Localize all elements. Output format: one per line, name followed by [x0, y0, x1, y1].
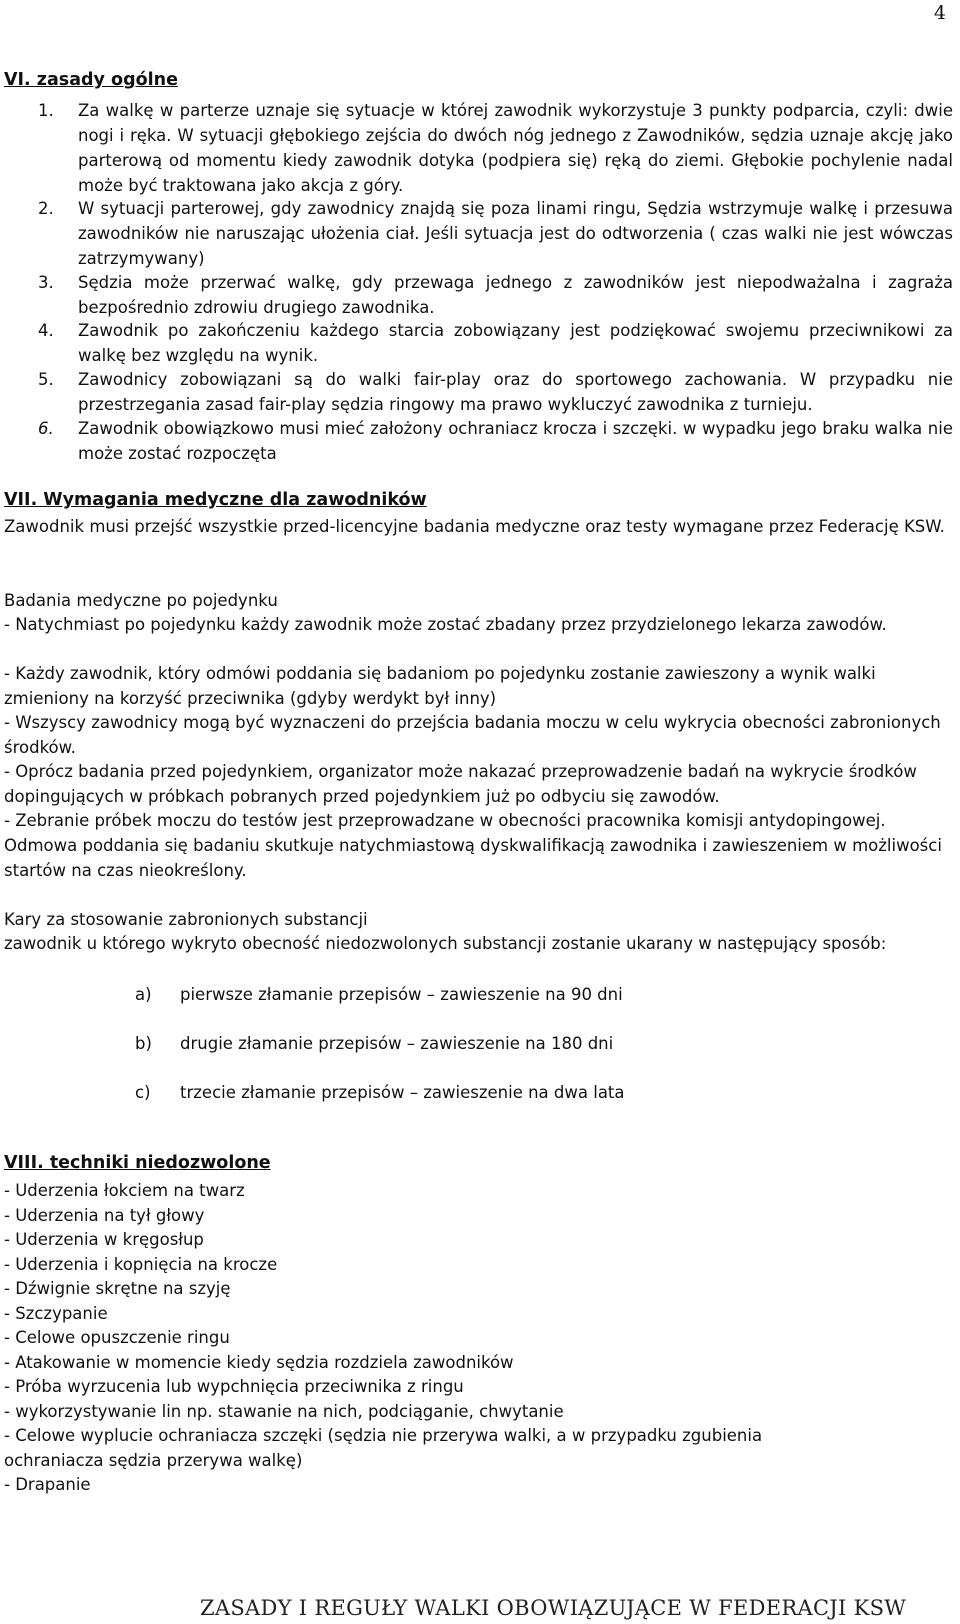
rule-item-2	[38, 196, 953, 271]
forbidden-technique: - Szczypanie	[4, 1304, 108, 1323]
medical-bullet: - Wszyscy zawodnicy mogą być wyznaczeni do przejścia badania moczu w celu wykrycia obecności zabronionych środków.	[4, 713, 941, 757]
rule-number: 6.	[38, 419, 54, 438]
medical-bullet: - Oprócz badania przed pojedynkiem, organizator może nakazać przeprowadzenie badań na wykrycie środków dopingujących w próbkach pobranych przed pojedynkiem już po odbyciu się zawodów.	[4, 762, 917, 806]
page-footer: ZASADY I REGUŁY WALKI OBOWIĄZUJĄCE W FEDERACJI KSW	[200, 1596, 907, 1620]
rule-number: 3.	[38, 273, 54, 292]
forbidden-technique: - Uderzenia łokciem na twarz	[4, 1181, 245, 1200]
medical-bullet: - Zebranie próbek moczu do testów jest przeprowadzane w obecności pracownika komisji antydopingowej. Odmowa poddania się badaniu skutkuje natychmiastową dyskwalifikacją zawodnika i zawieszeniem w możliwości startów na czas nieokreślony.	[4, 811, 942, 880]
section-8-heading: VIII. techniki niedozwolone	[4, 1153, 271, 1173]
rule-item-3	[38, 270, 953, 320]
rule-item-5	[38, 367, 953, 417]
penalties-intro: zawodnik u którego wykryto obecność niedozwolonych substancji zostanie ukarany w następujący sposób:	[4, 934, 887, 953]
page-number: 4	[933, 2, 946, 24]
rule-item-4	[38, 318, 953, 368]
penalty-text: drugie złamanie przepisów – zawieszenie na 180 dni	[180, 1034, 614, 1053]
forbidden-technique: - Atakowanie w momencie kiedy sędzia rozdziela zawodników	[4, 1353, 514, 1372]
rule-number: 2.	[38, 199, 54, 218]
forbidden-technique: - Próba wyrzucenia lub wypchnięcia przeciwnika z ringu	[4, 1377, 464, 1396]
rule-text: Za walkę w parterze uznaje się sytuacje w której zawodnik wykorzystuje 3 punkty podparcia, czyli: dwie nogi i ręka. W sytuacji głębokiego zejścia do dwóch nóg jednego z Zawodników, sędzia uznaje akcję jako parterową od momentu kiedy zawodnik dotyka (podpiera się) ręką do ziemi. Głębokie pochylenie nadal może być traktowana jako akcja z góry.	[78, 101, 953, 195]
penalties-heading: Kary za stosowanie zabronionych substancji	[4, 910, 368, 929]
medical-subheading: Badania medyczne po pojedynku	[4, 591, 278, 610]
medical-bullet: - Natychmiast po pojedynku każdy zawodnik może zostać zbadany przez przydzielonego lekarza zawodów.	[4, 615, 887, 634]
rule-text: Sędzia może przerwać walkę, gdy przewaga jednego z zawodników jest niepodważalna i zagraża bezpośrednio zdrowiu drugiego zawodnika.	[78, 273, 953, 317]
rule-text: Zawodnik obowiązkowo musi mieć założony ochraniacz krocza i szczęki. w wypadku jego braku walka nie może zostać rozpoczęta	[78, 419, 953, 463]
penalty-label: b)	[135, 1034, 152, 1053]
section-6-heading: VI. zasady ogólne	[4, 70, 178, 90]
forbidden-technique: - Uderzenia i kopnięcia na krocze	[4, 1255, 278, 1274]
penalty-label: c)	[135, 1083, 151, 1102]
rule-number: 4.	[38, 321, 54, 340]
forbidden-technique: - Uderzenia na tył głowy	[4, 1206, 205, 1225]
rule-text: Zawodnik po zakończeniu każdego starcia zobowiązany jest podziękować swojemu przeciwnikowi za walkę bez względu na wynik.	[78, 321, 953, 365]
medical-bullet: - Każdy zawodnik, który odmówi poddania się badaniom po pojedynku zostanie zawieszony a wynik walki zmieniony na korzyść przeciwnika (gdyby werdykt był inny)	[4, 664, 876, 708]
rule-item-6	[38, 416, 953, 466]
forbidden-technique: - wykorzystywanie lin np. stawanie na nich, podciąganie, chwytanie	[4, 1402, 564, 1421]
forbidden-technique: - Celowe wyplucie ochraniacza szczęki (sędzia nie przerywa walki, a w przypadku zgubienia ochraniacza sędzia przerywa walkę)	[4, 1426, 763, 1470]
penalty-text: pierwsze złamanie przepisów – zawieszenie na 90 dni	[180, 985, 623, 1004]
rule-number: 5.	[38, 370, 54, 389]
forbidden-technique: - Celowe opuszczenie ringu	[4, 1328, 230, 1347]
medical-intro: Zawodnik musi przejść wszystkie przed-licencyjne badania medyczne oraz testy wymagane przez Federację KSW.	[4, 517, 945, 536]
penalty-item	[135, 982, 623, 1007]
penalty-text: trzecie złamanie przepisów – zawieszenie na dwa lata	[180, 1083, 625, 1102]
penalty-item	[135, 1031, 613, 1056]
section-7-heading: VII. Wymagania medyczne dla zawodników	[4, 490, 427, 510]
forbidden-technique: - Dźwignie skrętne na szyję	[4, 1279, 231, 1298]
penalty-item	[135, 1080, 625, 1105]
rule-text: Zawodnicy zobowiązani są do walki fair-play oraz do sportowego zachowania. W przypadku nie przestrzegania zasad fair-play sędzia ringowy ma prawo wykluczyć zawodnika z turnieju.	[78, 370, 953, 414]
rule-item-1	[38, 98, 953, 198]
forbidden-technique: - Drapanie	[4, 1475, 91, 1494]
forbidden-technique: - Uderzenia w kręgosłup	[4, 1230, 204, 1249]
rule-text: W sytuacji parterowej, gdy zawodnicy znajdą się poza linami ringu, Sędzia wstrzymuje walkę i przesuwa zawodników nie naruszając ułożenia ciał. Jeśli sytuacja jest do odtworzenia ( czas walki nie jest wówczas zatrzymywany)	[78, 199, 953, 268]
penalty-label: a)	[135, 985, 152, 1004]
rule-number: 1.	[38, 101, 54, 120]
